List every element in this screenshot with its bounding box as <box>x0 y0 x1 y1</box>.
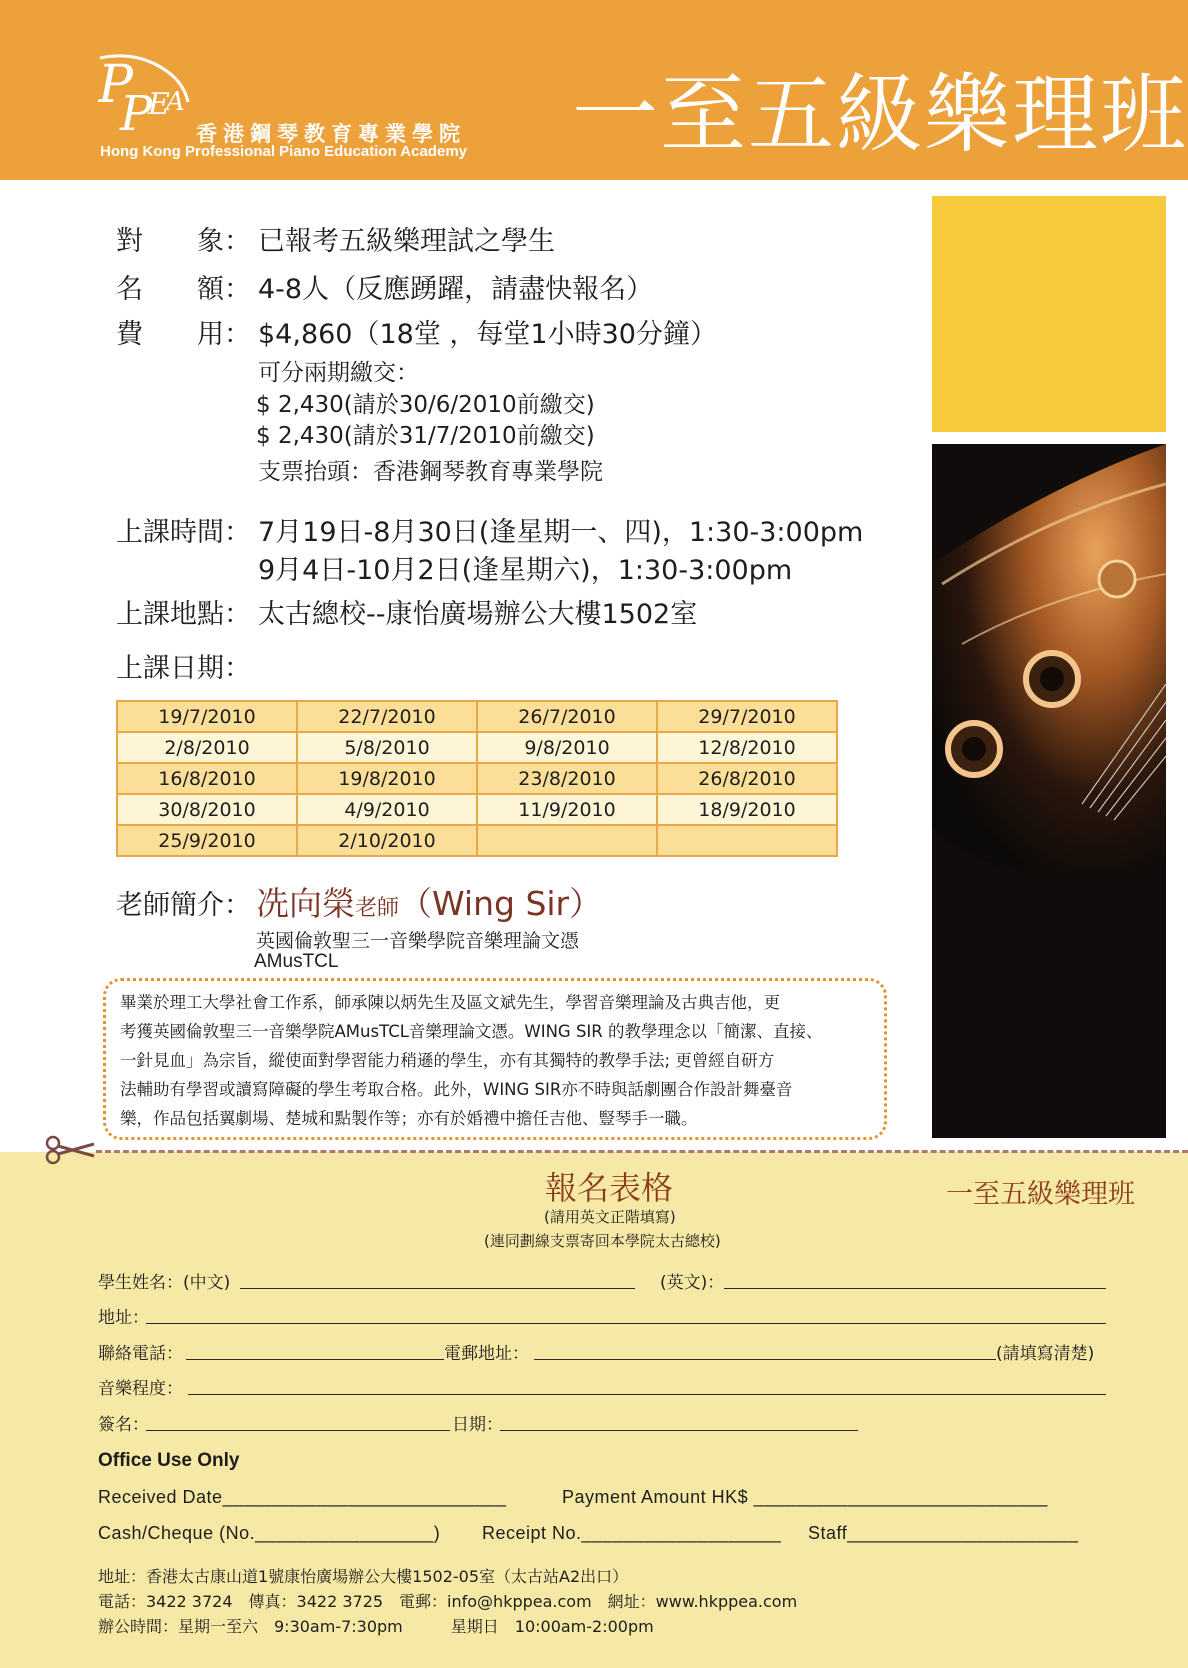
receipt-no-field[interactable]: Receipt No.___________________ <box>482 1523 782 1543</box>
table-row <box>117 732 837 763</box>
form-note: (連同劃線支票寄回本學院太古總校) <box>484 1232 721 1250</box>
office-use-title: Office Use Only <box>98 1450 240 1471</box>
phone-label: 聯絡電話： <box>98 1344 183 1364</box>
staff-field[interactable]: Staff______________________ <box>808 1523 1079 1543</box>
form-note: (請用英文正階填寫) <box>544 1208 676 1226</box>
teacher-title: 老師 <box>355 896 400 921</box>
phone-field[interactable] <box>186 1359 444 1360</box>
music-level-label: 音樂程度： <box>98 1379 183 1399</box>
logo-english-name: Hong Kong Professional Piano Education Academy <box>100 143 467 160</box>
fee-line: 支票抬頭：香港鋼琴教育專業學院 <box>258 459 603 485</box>
teacher-label: 老師簡介： <box>116 890 251 921</box>
cash-cheque-field[interactable]: Cash/Cheque (No._________________) <box>98 1523 441 1543</box>
table-cell <box>477 825 657 856</box>
table-cell: 29/7/2010 <box>657 701 837 732</box>
fee-value: $4,860（18堂 ，每堂1小時30分鐘） <box>258 319 717 350</box>
venue-label: 上課地點： <box>116 599 251 630</box>
fee-line: $ 2,430(請於31/7/2010前繳交) <box>256 423 595 449</box>
teacher-credential-code: AMusTCL <box>254 951 339 972</box>
footer-contact: 電話：3422 3724 傳真：3422 3725 電郵：info@hkppea.com 網址：www.hkppea.com <box>98 1592 798 1611</box>
table-cell: 23/8/2010 <box>477 763 657 794</box>
table-row <box>117 701 837 732</box>
quota-label: 名 額： <box>116 274 251 305</box>
time-label: 上課時間： <box>116 517 251 548</box>
footer-address: 地址：香港太古康山道1號康怡廣場辦公大樓1502-05室（太古站A2出口） <box>98 1567 629 1586</box>
teacher-name <box>256 878 602 925</box>
form-subtitle: 一至五級樂理班 <box>946 1179 1135 1210</box>
decorative-yellow-block <box>932 196 1166 432</box>
quota-value: 4-8人（反應踴躍，請盡快報名） <box>258 274 654 305</box>
signature-label: 簽名： <box>98 1415 149 1435</box>
svg-text:A: A <box>166 87 185 117</box>
piano-interior-image <box>932 444 1166 1138</box>
bio-line: 一針見血」為宗旨，縱使面對學習能力稍遜的學生，亦有其獨特的教學手法; 更曾經自研方 <box>120 1051 775 1070</box>
form-title: 報名表格 <box>545 1169 674 1207</box>
music-level-field[interactable] <box>188 1394 1106 1395</box>
bio-line: 畢業於理工大學社會工作系，師承陳以炳先生及區文斌先生，學習音樂理論及古典吉他，更 <box>120 993 780 1012</box>
teacher-english-name: （Wing Sir） <box>399 884 603 923</box>
footer-hours: 辦公時間：星期一至六 9:30am-7:30pm 星期日 10:00am-2:00pm <box>98 1617 654 1636</box>
logo-chinese-name: 香港鋼琴教育專業學院 <box>196 122 466 146</box>
table-cell: 19/7/2010 <box>117 701 297 732</box>
dates-label: 上課日期： <box>116 653 251 684</box>
address-field[interactable] <box>146 1323 1106 1324</box>
svg-text:P: P <box>120 86 153 142</box>
teacher-credential: 英國倫敦聖三一音樂學院音樂理論文憑 <box>256 930 580 952</box>
table-cell: 2/8/2010 <box>117 732 297 763</box>
scissors-icon <box>44 1134 96 1166</box>
table-cell: 11/9/2010 <box>477 794 657 825</box>
bio-line: 考獲英國倫敦聖三一音樂學院AMusTCL音樂理論文憑。WING SIR 的教學理念以「簡潔、直接、 <box>120 1022 823 1041</box>
email-note: (請填寫清楚) <box>996 1344 1095 1364</box>
name-cn-label: 學生姓名：(中文) <box>98 1273 231 1293</box>
teacher-name-text: 冼向榮 <box>256 884 355 923</box>
table-row <box>117 794 837 825</box>
time-line: 9月4日-10月2日(逢星期六)，1:30-3:00pm <box>258 555 793 586</box>
name-en-label: (英文)： <box>660 1273 725 1293</box>
ppea-logo-icon <box>98 52 190 142</box>
fee-line: $ 2,430(請於30/6/2010前繳交) <box>256 392 595 418</box>
svg-text:E: E <box>148 87 170 122</box>
address-label: 地址： <box>98 1308 149 1328</box>
target-value: 已報考五級樂理試之學生 <box>258 226 555 257</box>
email-field[interactable] <box>534 1359 996 1360</box>
fee-line: 可分兩期繳交： <box>258 360 419 386</box>
name-en-field[interactable] <box>724 1288 1106 1289</box>
email-label: 電郵地址： <box>444 1344 529 1364</box>
table-cell: 2/10/2010 <box>297 825 477 856</box>
venue-value: 太古總校--康怡廣場辦公大樓1502室 <box>258 599 698 630</box>
table-cell: 12/8/2010 <box>657 732 837 763</box>
table-cell: 4/9/2010 <box>297 794 477 825</box>
table-cell: 16/8/2010 <box>117 763 297 794</box>
table-cell: 25/9/2010 <box>117 825 297 856</box>
cut-line <box>96 1150 1188 1153</box>
table-cell: 9/8/2010 <box>477 732 657 763</box>
bio-line: 樂，作品包括翼劇場、楚城和點製作等；亦有於婚禮中擔任吉他、豎琴手一職。 <box>120 1109 698 1128</box>
table-cell: 26/8/2010 <box>657 763 837 794</box>
target-label: 對 象： <box>116 226 251 257</box>
time-line: 7月19日-8月30日(逢星期一、四)，1:30-3:00pm <box>258 517 864 548</box>
date-field[interactable] <box>500 1430 858 1431</box>
received-date-field[interactable]: Received Date___________________________ <box>98 1487 507 1507</box>
signature-field[interactable] <box>146 1430 450 1431</box>
table-cell: 19/8/2010 <box>297 763 477 794</box>
payment-amount-field[interactable]: Payment Amount HK$ ____________________________ <box>562 1487 1048 1507</box>
table-row <box>117 763 837 794</box>
teacher-bio <box>120 988 892 1133</box>
date-label: 日期： <box>452 1415 503 1435</box>
table-cell: 22/7/2010 <box>297 701 477 732</box>
fee-label: 費 用： <box>116 319 251 350</box>
svg-text:P: P <box>98 55 133 115</box>
table-cell: 26/7/2010 <box>477 701 657 732</box>
table-cell: 18/9/2010 <box>657 794 837 825</box>
name-cn-field[interactable] <box>240 1288 635 1289</box>
table-cell: 30/8/2010 <box>117 794 297 825</box>
table-cell: 5/8/2010 <box>297 732 477 763</box>
page-title: 一至五級樂理班 <box>572 65 1188 165</box>
class-dates-table <box>116 700 838 857</box>
bio-line: 法輔助有學習或讀寫障礙的學生考取合格。此外，WING SIR亦不時與話劇團合作設計舞臺音 <box>120 1080 793 1099</box>
table-cell <box>657 825 837 856</box>
table-row <box>117 825 837 856</box>
